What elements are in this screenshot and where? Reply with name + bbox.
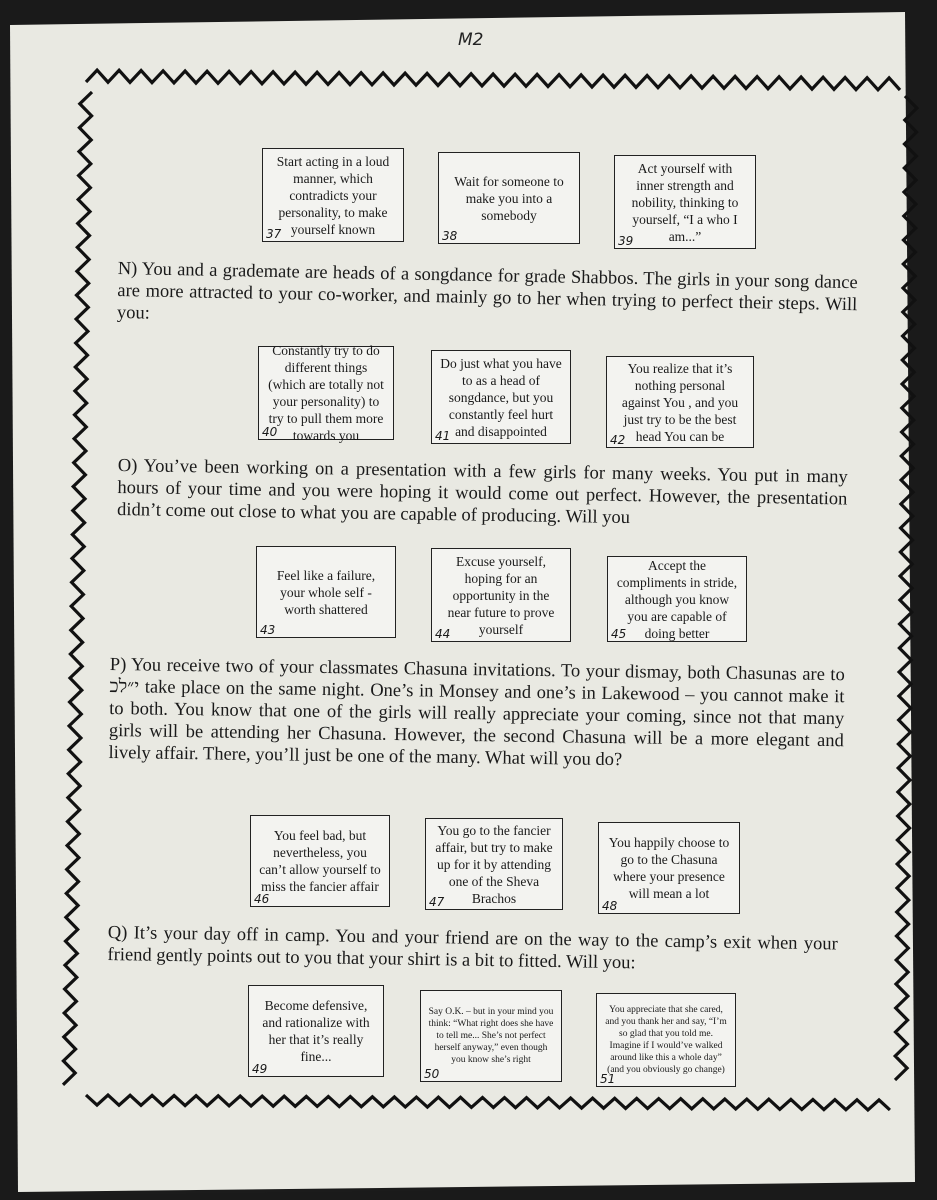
option-text: Become defensive, and rationalize with her that it’s really fine... [262,998,370,1064]
option-box[interactable] [607,556,747,642]
option-box[interactable] [248,985,384,1077]
option-text: Do just what you have to as a head of songdance, but you constantly feel hurt and disappointed [440,355,562,439]
option-text: You realize that it’s nothing personal against You , and you just try to be the best head You can be [621,360,739,444]
option-number: 42 [610,433,626,447]
option-text: Start acting in a loud manner, which contradicts your personality, to make yourself known [276,153,390,237]
option-number: 43 [260,623,276,637]
option-number: 37 [266,227,282,241]
option-text: Act yourself with inner strength and nobility, thinking to yourself, “I a who I am...” [631,160,739,244]
option-box[interactable] [250,815,390,907]
option-number: 50 [424,1067,440,1081]
option-number: 51 [600,1072,616,1086]
option-text: Constantly try to do different things (which are totally not your personality) to try to pull them more towards you [268,343,384,443]
option-box[interactable] [438,152,580,244]
option-text: Say O.K. – but in your mind you think: “What right does she have to tell me... She’s not perfect herself anyway,” even though you know she’s right [428,1007,554,1065]
question-p: P) You receive two of your classmates Chasuna invitations. To your dismay, both Chasunas are to י״לכ take place on the same night. One’s in Monsey and one’s in Lakewood – you cannot make it to both. You know that one of the girls will really appreciate your coming, since not that many girls will be attending her Chasuna. However, the second Chasuna will be a more elegant and lively affair. There, you’ll just be one of the many. What will you do? [108,654,845,771]
option-number: 48 [602,899,618,913]
option-text: Wait for someone to make you into a somebody [454,173,564,223]
option-number: 41 [435,429,451,443]
page-mark: M2 [458,30,484,50]
option-box[interactable] [256,546,396,638]
option-number: 47 [429,895,445,909]
option-box[interactable] [431,548,571,642]
option-box[interactable] [596,993,736,1087]
option-box[interactable] [614,155,756,249]
option-text: You go to the fancier affair, but try to make up for it by attending one of the Sheva Brachos [435,822,553,906]
question-q: Q) It’s your day off in camp. You and your friend are on the way to the camp’s exit when your friend gently points out to you that your shirt is a bit to fitted. Will you: [107,922,838,974]
option-box[interactable] [258,343,394,443]
option-number: 39 [618,234,634,248]
option-number: 38 [442,229,458,243]
option-text: You feel bad, but nevertheless, you can’t allow yourself to miss the fancier affair [259,828,381,894]
option-number: 45 [611,627,627,641]
option-number: 46 [254,892,270,906]
option-box[interactable] [420,990,562,1082]
option-box[interactable] [606,356,754,448]
option-text: You appreciate that she cared, and you thank her and say, “I’m so glad that you told me. Imagine if I would’ve walked around like this a whole day” (and you obviously go change) [605,1005,727,1075]
option-text: Excuse yourself, hoping for an opportunity in the near future to prove yourself [447,553,555,637]
option-box[interactable] [425,818,563,910]
option-box[interactable] [262,148,404,242]
option-number: 44 [435,627,451,641]
question-n: N) You and a grademate are heads of a songdance for grade Shabbos. The girls in your song dance are more attracted to your co-worker, and mainly go to her when trying to perfect their steps. Will you: [116,258,858,324]
option-box[interactable] [431,350,571,444]
option-text: You happily choose to go to the Chasuna where your presence will mean a lot [608,835,730,901]
option-text: Accept the compliments in stride, although you know you are capable of doing better [616,557,738,641]
option-number: 40 [262,425,278,439]
option-number: 49 [252,1062,268,1076]
question-o: O) You’ve been working on a presentation with a few girls for many weeks. You put in many hours of your time and you were hoping it would come out perfect. However, the presentation didn’t come out close to what you are capable of producing. Will you [116,455,848,529]
option-box[interactable] [598,822,740,914]
option-text: Feel like a failure, your whole self - worth shattered [276,567,376,617]
